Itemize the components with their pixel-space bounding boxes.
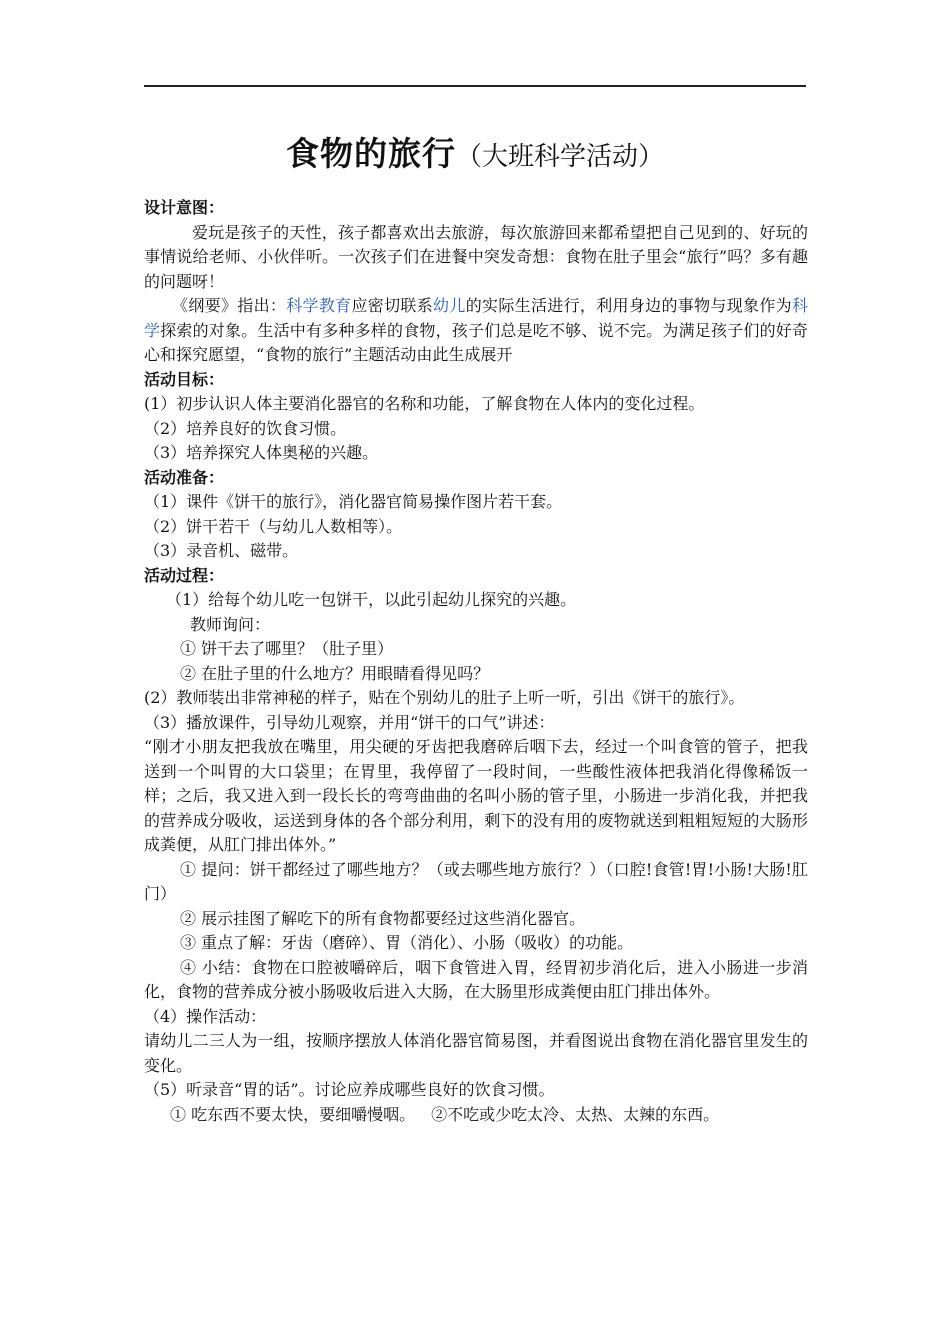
link-science[interactable]: 科学: [144, 296, 808, 340]
design-p2-d: 探索的对象。生活中有多种多样的食物，孩子们总是吃不够、说不完。为满足孩子们的好奇心和探究愿望，“食物的旅行”主题活动由此生成展开: [144, 320, 808, 364]
prep-item: （3）录音机、磁带。: [144, 541, 299, 560]
goal-item: （3）培养探究人体奥秘的兴趣。: [144, 443, 379, 462]
process-step-1-q2: ② 在肚子里的什么地方？用眼睛看得见吗？: [180, 663, 490, 683]
design-p2-a: 《纲要》指出：: [172, 296, 287, 315]
process-step-3-q1: ① 提问：饼干都经过了哪些地方？（或去哪些地方旅行？）（口腔!食管!胃!小肠!大肠!肛门）: [144, 859, 808, 903]
process-step-5: （5）听录音“胃的话”。讨论应养成哪些良好的饮食习惯。: [144, 1080, 555, 1099]
link-children[interactable]: 幼儿: [433, 296, 466, 315]
process-step-1: （1）给每个幼儿吃一包饼干，以此引起幼儿探究的兴趣。: [166, 590, 577, 609]
goals-heading: 活动目标：: [144, 369, 225, 389]
process-step-1-ask: 教师询问：: [190, 614, 271, 634]
link-science-education[interactable]: 科学教育: [286, 296, 352, 315]
header-rule: [144, 85, 806, 87]
habit-2: ②不吃或少吃太冷、太热、太辣的东西。: [431, 1104, 720, 1124]
process-step-4-text: 请幼儿二三人为一组，按顺序摆放人体消化器官简易图，并看图说出食物在消化器官里发生的变化。: [144, 1031, 808, 1075]
document-body: [144, 196, 808, 1127]
process-heading: 活动过程：: [144, 565, 225, 585]
prep-item: （2）饼干若干（与幼儿人数相等）。: [144, 516, 403, 536]
prep-heading: 活动准备：: [144, 467, 225, 487]
design-p2-c: 的实际生活进行，利用身边的事物与现象作为: [465, 296, 792, 315]
process-step-1-q1: ① 饼干去了哪里？（肚子里）: [180, 639, 394, 658]
title-main: 食物的旅行: [285, 134, 456, 173]
page-title: [0, 128, 950, 175]
process-step-2: (2）教师装出非常神秘的样子，贴在个别幼儿的肚子上听一听，引出《饼干的旅行》。: [144, 688, 745, 707]
prep-item: （1）课件《饼干的旅行》，消化器官简易操作图片若干套。: [144, 492, 563, 511]
habit-1: ① 吃东西不要太快，要细嚼慢咽。: [170, 1104, 416, 1124]
design-paragraph-1: 爱玩是孩子的天性，孩子都喜欢出去旅游，每次旅游回来都希望把自己见到的、好玩的事情说给老师、小伙伴听。一次孩子们在进餐中突发奇想：食物在肚子里会“旅行”吗？多有趣的问题呀！: [144, 222, 808, 291]
goal-item: (1）初步认识人体主要消化器官的名称和功能，了解食物在人体内的变化过程。: [144, 394, 705, 413]
design-paragraph-2: [144, 294, 808, 368]
title-sub: （大班科学活动）: [455, 142, 664, 172]
goal-item: （2）培养良好的饮食习惯。: [144, 418, 347, 438]
process-step-4: （4）操作活动：: [144, 1006, 267, 1026]
process-step-3-story: “刚才小朋友把我放在嘴里，用尖硬的牙齿把我磨碎后咽下去，经过一个叫食管的管子，把我送到一个叫胃的大口袋里；在胃里，我停留了一段时间，一些酸性液体把我消化得像稀饭一样；之后，我又进入到一段长长的弯弯曲曲的名叫小肠的管子里，小肠进一步消化我，并把我的营养成分吸收，运送到身体的各个部分利用，剩下的没有用的废物就送到粗粗短短的大肠形成粪便，从肛门排出体外。”: [144, 737, 808, 854]
design-p2-b: 应密切联系: [351, 296, 434, 315]
process-step-3-q4: ④ 小结：食物在口腔被嚼碎后，咽下食管进入胃，经胃初步消化后，进入小肠进一步消化，食物的营养成分被小肠吸收后进入大肠，在大肠里形成粪便由肛门排出体外。: [144, 957, 808, 1001]
design-heading: 设计意图：: [144, 198, 225, 217]
process-step-5-habits: [144, 1103, 808, 1128]
process-step-3-q3: ③ 重点了解：牙齿（磨碎）、胃（消化）、小肠（吸收）的功能。: [180, 933, 634, 952]
process-step-3: （3）播放课件，引导幼儿观察，并用“饼干的口气”讲述：: [144, 712, 555, 732]
process-step-3-q2: ② 展示挂图了解吃下的所有食物都要经过这些消化器官。: [180, 908, 586, 928]
